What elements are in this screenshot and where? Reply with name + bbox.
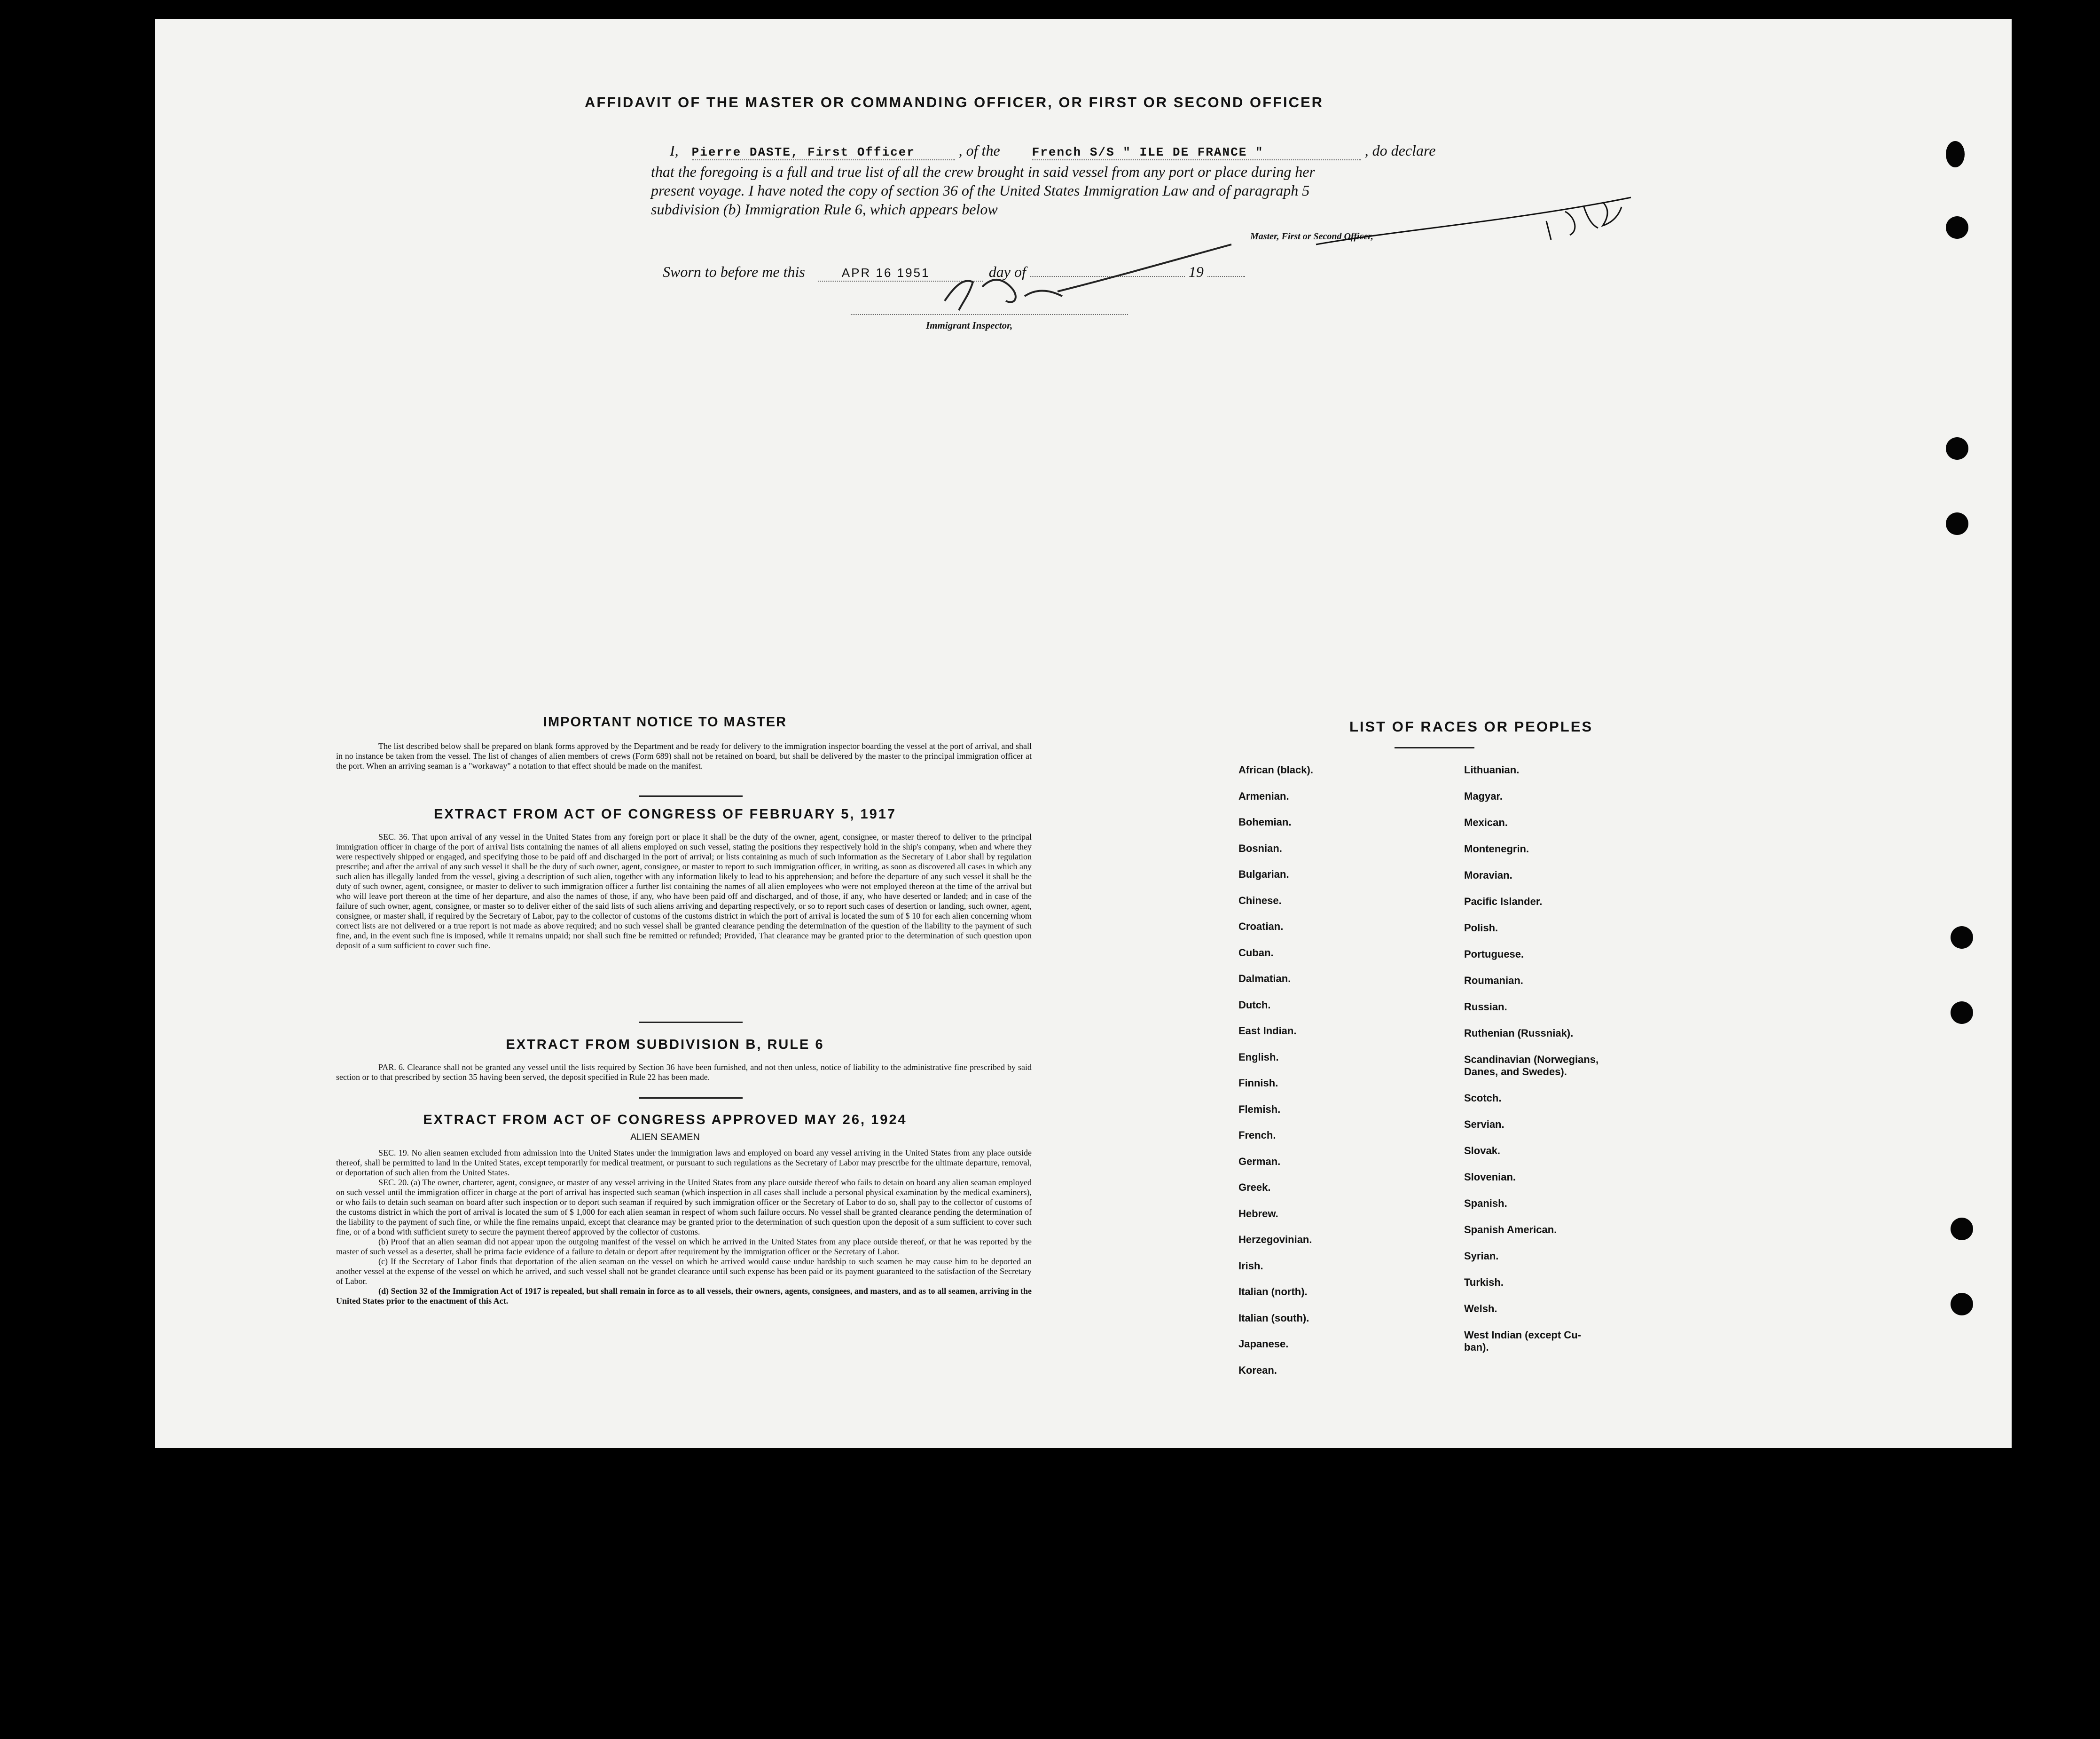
binder-hole (1951, 1218, 1973, 1240)
affidavit-line4: subdivision (b) Immigration Rule 6, which appears below (651, 201, 998, 218)
race-list-item: Chinese. (1238, 894, 1282, 906)
race-list-item: Mexican. (1464, 817, 1508, 828)
divider (1395, 747, 1474, 748)
day-of-text: day of (988, 263, 1026, 280)
race-list-item: East Indian. (1238, 1025, 1297, 1037)
race-list-item: Italian (north). (1238, 1286, 1308, 1298)
affidavit-line1 (651, 142, 1582, 160)
act-1917-body: SEC. 36. That upon arrival of any vessel in the United States from any foreign port or place it shall be the duty of the owner, agent, consignee, or master thereof to deliver to the principal immigration officer in charge of the port of arrival lists containing the names of all aliens employed on such vessel, stating the positions they respectively hold in the ship's company, when and where they were respectively shipped or engaged, and specifying those to be paid off and discharged in the port of arrival; or lists containing as much of such information as the Secretary of Labor shall by regulation prescribe; and after the arrival of any such vessel it shall be the duty of such owner, agent, consignee, or master to report to such immigration officer, in writing, as soon as discovered all cases in which any such alien has illegally landed from the vessel, giving a description of such alien, together with any information likely to lead to his apprehension; and before the departure of any such vessel it shall be the duty of such owner, agent, consignee, or master to deliver to such immigration officer a further list containing the names of all alien employees who were not employed thereon at the time of the arrival but who will leave port thereon at the time of her departure, and also the names of those, if any, who have been paid off and discharged, and of those, if any, who have deserted or landed; and in case of the failure of such owner, agent, consignee, or master so to deliver either of the said lists of such aliens arriving and departing respectively, or so to report such cases of desertion or landing, such owner, agent, consignee, or master shall, if required by the Secretary of Labor, pay to the collector of customs of the customs district in which the port of arrival is located the sum of $ 10 for each alien concerning whom correct lists are not delivered or a true report is not made as above required; and no such vessel shall be granted clearance pending the determination of the question of the liability to the payment of such fine, and, in the event such fine is imposed, while it remains unpaid; nor shall such fine be remitted or refunded; Provided, That clearance may be granted prior to the determination of such question upon deposit of a sum sufficient to cover such fine. (336, 832, 1032, 950)
race-list-item: Scandinavian (Norwegians, Danes, and Swedes). (1464, 1054, 1599, 1078)
race-list-item: Polish. (1464, 922, 1498, 934)
race-list-item: Armenian. (1238, 790, 1289, 802)
binder-hole (1951, 1001, 1973, 1024)
divider (639, 1097, 743, 1099)
race-list-item: Cuban. (1238, 946, 1274, 959)
race-list-item: Welsh. (1464, 1303, 1497, 1314)
year-prefix: 19 (1188, 263, 1204, 280)
race-list-item: Moravian. (1464, 869, 1512, 881)
date-stamp: APR 16 1951 (841, 266, 930, 280)
race-list-item: Herzegovinian. (1238, 1234, 1312, 1245)
race-list-item: Slovak. (1464, 1145, 1501, 1157)
document-sheet (155, 19, 2012, 1448)
race-list-item: Ruthenian (Russniak). (1464, 1027, 1574, 1039)
race-list-item: Irish. (1238, 1259, 1263, 1272)
race-list-item: Scotch. (1464, 1092, 1502, 1104)
rule-6-title: EXTRACT FROM SUBDIVISION B, RULE 6 (506, 1037, 824, 1052)
act-1924-body (336, 1148, 1032, 1306)
race-list-item: Dutch. (1238, 999, 1271, 1011)
sec-19-paragraph: SEC. 19. No alien seamen excluded from admission into the United States under the immigration laws and employed on board any vessel arriving in the United States from any place outside thereof, shall be permitted to land in the United States, except temporarily for medical treatment, or pursuant to such regulations as the Secretary of Labor may prescribe for the ultimate departure, removal, or deportation of such alien from the United States. (336, 1148, 1032, 1177)
affidavit-line2: that the foregoing is a full and true list of all the crew brought in said vessel from any port or place during her (651, 163, 1315, 180)
affidavit-line3: present voyage. I have noted the copy of section 36 of the United States Immigration Law and of paragraph 5 (651, 182, 1310, 199)
race-list-item: Finnish. (1238, 1077, 1278, 1089)
race-list-item: Slovenian. (1464, 1171, 1516, 1183)
rule-6-body: PAR. 6. Clearance shall not be granted any vessel until the lists required by Section 36 have been furnished, and not then unless, notice of liability to the administrative fine prescribed by said section or to that prescribed by section 35 having been served, the deposit specified in Rule 22 has been made. (336, 1062, 1032, 1082)
race-list-item: Croatian. (1238, 921, 1284, 932)
race-list-item: West Indian (except Cu- ban). (1464, 1329, 1581, 1353)
race-list-item: Korean. (1238, 1364, 1277, 1376)
race-list-item: Lithuanian. (1464, 764, 1520, 776)
race-list-item: Bulgarian. (1238, 868, 1289, 880)
binder-hole (1946, 216, 1968, 239)
race-list-item: Syrian. (1464, 1250, 1499, 1262)
race-list-item: French. (1238, 1129, 1276, 1141)
inspector-line (851, 314, 1128, 315)
race-list-item: Roumanian. (1464, 975, 1523, 986)
race-list-item: English. (1238, 1051, 1279, 1063)
race-list-item: Russian. (1464, 1001, 1507, 1013)
of-the-text: , of the (958, 142, 1000, 159)
race-list-item: Portuguese. (1464, 948, 1524, 960)
race-list-item: Hebrew. (1238, 1207, 1278, 1220)
vessel-field: French S/S " ILE DE FRANCE " (1032, 145, 1361, 160)
race-list-item: Greek. (1238, 1181, 1271, 1193)
divider (639, 1022, 743, 1023)
officer-name-field: Pierre DASTE, First Officer (692, 145, 955, 160)
notice-body: The list described below shall be prepared on blank forms approved by the Department and be ready for delivery to the immigration inspector boarding the vessel at the port of arrival, and shall in no instance be taken from the vessel. The list of changes of alien members of crews (Form 689) shall not be retained on board, but shall be delivered by the master to the principal immigration officer at the port. When an arriving seaman is a "workaway" a notation to that effect should be made on the manifest. (336, 741, 1032, 771)
binder-hole (1946, 141, 1965, 167)
race-list-item: Pacific Islander. (1464, 896, 1543, 907)
sec-20b-paragraph: (b) Proof that an alien seaman did not appear upon the outgoing manifest of the vessel on which he arrived in the United States from any place outside thereof, or that he was reported by the master of such vessel as a deserter, shall be prima facie evidence of a failure to detain or deport after requirement by the immigration officer or the Secretary of Labor. (336, 1237, 1032, 1256)
race-list-item: Montenegrin. (1464, 843, 1529, 855)
race-list-item: Servian. (1464, 1118, 1504, 1130)
notice-title: IMPORTANT NOTICE TO MASTER (543, 715, 787, 730)
race-list-item: Japanese. (1238, 1338, 1289, 1350)
race-list-item: Magyar. (1464, 790, 1503, 802)
race-list-item: Bosnian. (1238, 842, 1282, 854)
binder-hole (1946, 437, 1968, 460)
race-list-item: Italian (south). (1238, 1312, 1309, 1324)
divider (639, 795, 743, 797)
race-list-item: African (black). (1238, 764, 1313, 776)
race-list-item: Spanish. (1464, 1197, 1507, 1209)
sworn-text: Sworn to before me this (663, 263, 805, 280)
race-list-item: Bohemian. (1238, 816, 1292, 828)
officer-signature (1302, 193, 1640, 254)
affidavit-i: I, (670, 142, 679, 159)
binder-hole (1946, 512, 1968, 535)
sec-20c-paragraph: (c) If the Secretary of Labor finds that deportation of the alien seaman on the vessel on which he arrived would cause undue hardship to such seamen he may cause him to be deported an another vessel at the expense of the vessel on which he arrived, and such vessel shall not be grandet clearance until such expense has been paid or its payment guaranteed to the satisfaction of the Secretary of Labor. (336, 1257, 1032, 1286)
affidavit-title: AFFIDAVIT OF THE MASTER OR COMMANDING OFFICER, OR FIRST OR SECOND OFFICER (584, 94, 1324, 110)
binder-hole (1951, 926, 1973, 949)
race-list-item: Spanish American. (1464, 1224, 1557, 1235)
races-title: LIST OF RACES OR PEOPLES (1349, 718, 1593, 735)
race-list-item: Turkish. (1464, 1276, 1504, 1288)
race-list-item: German. (1238, 1155, 1281, 1167)
binder-hole (1951, 1293, 1973, 1315)
alien-seamen-subtitle: ALIEN SEAMEN (630, 1132, 700, 1142)
sec-20d-paragraph: (d) Section 32 of the Immigration Act of 1917 is repealed, but shall remain in force as to all vessels, their owners, agents, consignees, and masters, and as to all seamen, arriving in the United States prior to the enactment of this Act. (336, 1286, 1032, 1306)
act-1924-title: EXTRACT FROM ACT OF CONGRESS APPROVED MAY 26, 1924 (423, 1112, 907, 1127)
race-list-item: Flemish. (1238, 1103, 1281, 1115)
do-declare-text: , do declare (1364, 142, 1436, 159)
act-1917-title: EXTRACT FROM ACT OF CONGRESS OF FEBRUARY 5, 1917 (433, 807, 897, 822)
race-list-item: Dalmatian. (1238, 973, 1291, 984)
inspector-signature (917, 240, 1236, 320)
sec-20a-paragraph: SEC. 20. (a) The owner, charterer, agent, consignee, or master of any vessel arriving in the United States from any place outside thereof who fails to detain on board any alien seaman employed on such vessel until the immigration officer in charge at the port of arrival has inspected such seaman (which inspection in all cases shall include a personal physical examination by the medical examiners), or who fails to detain such seaman on board after such inspection or to deport such seaman if required by such immigration officer or the Secretary of Labor to do so, shall pay to the collector of customs of the customs district in which the port of arrival is located the sum of $ 1,000 for each alien seaman in respect of whom such failure occurs. No vessel shall be granted clearance pending the determination of the liability to the payment of such fine, or while the fine remains unpaid, except that clearance may be granted prior to the determination of such question upon the deposit of a sum sufficient to cover such fine, or of a bond with sufficient surety to secure the payment thereof approved by the collector of customs. (336, 1178, 1032, 1236)
inspector-label: Immigrant Inspector, (926, 320, 1013, 331)
officer-role-label: Master, First or Second Officer, (1250, 231, 1373, 242)
